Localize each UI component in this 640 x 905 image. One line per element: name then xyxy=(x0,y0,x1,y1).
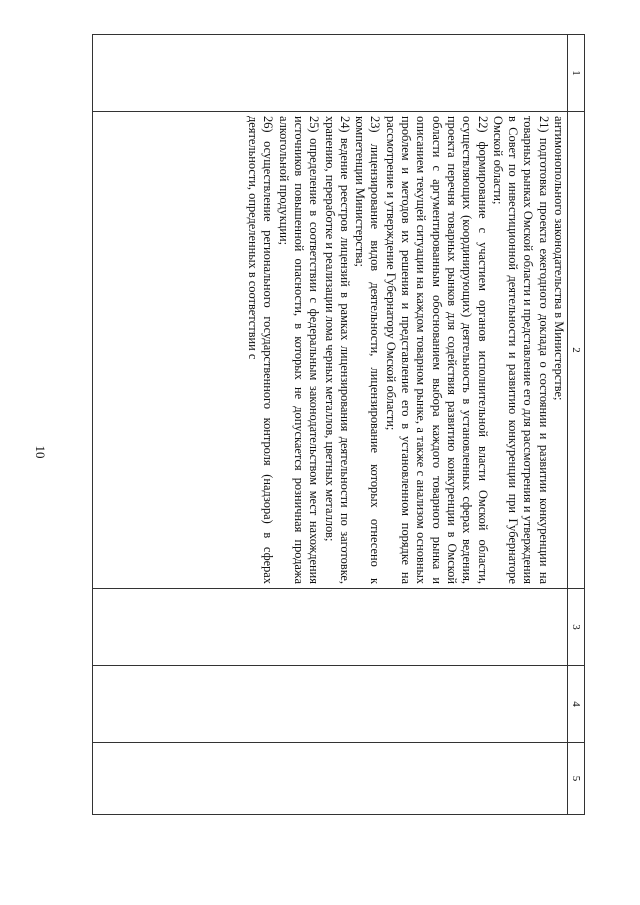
column-header-3: 3 xyxy=(568,589,585,666)
paragraph: 22) формирование с участием органов исполнительной власти Омской области, осуществляющих (координирующих) деятельность в установленных сферах ведения, проекта перечня товарных рынков для содействия развитию конкуренции в Омской области с аргументированным обоснованием выбора каждого товарного рынка и описанием текущей ситуации на каждом товарном рынке, а также с анализом основных проблем и методов их решения и представление его в установленном порядке на рассмотрение и утверждение Губернатору Омской области; xyxy=(383,116,490,584)
page-number: 10 xyxy=(33,445,48,459)
paragraph: антимонопольного законодательства в Министерстве; xyxy=(552,116,566,401)
column-header-1: 1 xyxy=(568,35,585,112)
cell-col-2 xyxy=(93,112,568,589)
cell-col-4 xyxy=(93,666,568,743)
paragraph: 26) осуществление регионального государственного контроля (надзора) в сферах деятельности, определенных в соответствии с xyxy=(246,116,276,584)
cell-col-5 xyxy=(93,743,568,815)
content-table xyxy=(92,34,585,815)
paragraph: 23) лицензирование видов деятельности, лицензирование которых отнесено к компетенции Министерства; xyxy=(353,116,383,584)
paragraph: 25) определение в соответствии с федеральным законодательством мест нахождения источников повышенной опасности, в которых не допускается розничная продажа алкогольной продукции; xyxy=(276,116,322,584)
paragraph: 24) ведение реестров лицензий в рамках лицензирования деятельности по заготовке, хранению, переработке и реализации лома черных металлов, цветных металлов; xyxy=(322,116,352,584)
column-header-5: 5 xyxy=(568,743,585,815)
column-header-4: 4 xyxy=(568,666,585,743)
table-header-row xyxy=(568,35,585,815)
rotated-table-container xyxy=(92,34,585,814)
cell-col-1 xyxy=(93,35,568,112)
paragraph: 21) подготовка проекта ежегодного доклада о состоянии и развитии конкуренции на товарных рынках Омской области и представление его для рассмотрения и утверждения в Совет по инвестиционной деятельности и развитию конкуренции при Губернаторе Омской области; xyxy=(490,116,551,584)
table-row xyxy=(93,35,568,815)
column-header-2: 2 xyxy=(568,112,585,589)
cell-col-3 xyxy=(93,589,568,666)
